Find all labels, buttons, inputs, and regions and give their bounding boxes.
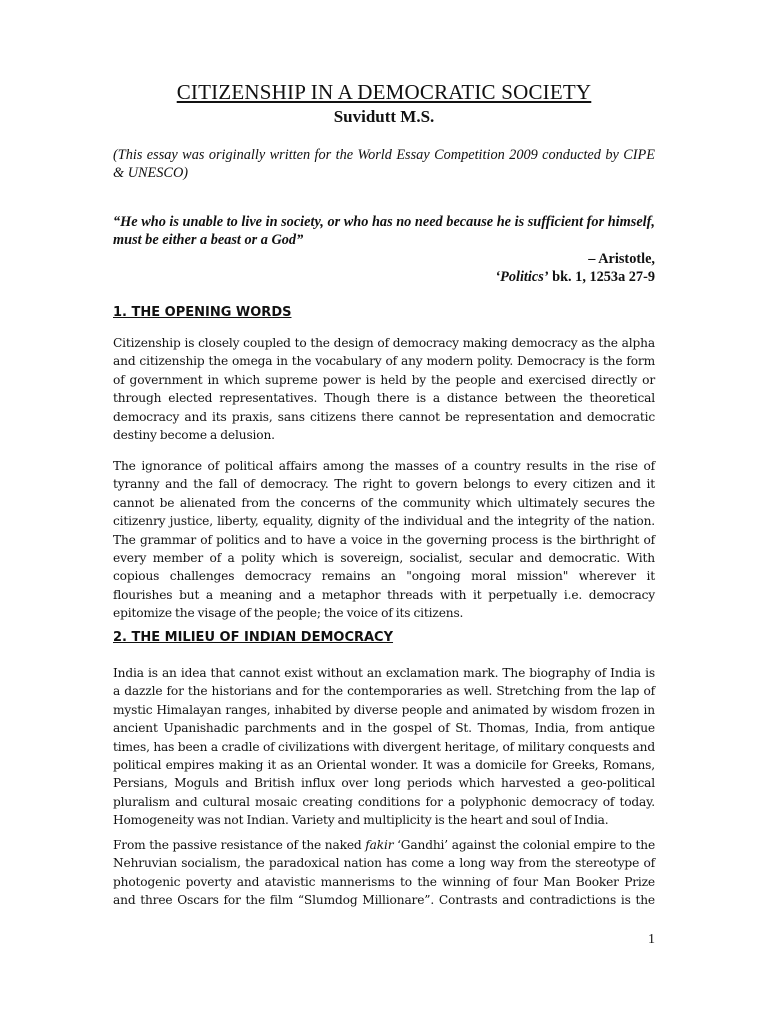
paragraph-line: cannot be alienated from the concerns of the community which ultimately secures the bbox=[113, 495, 655, 510]
paragraph-line: Citizenship is closely coupled to the design of democracy making democracy as the alpha bbox=[113, 336, 655, 350]
paragraph-line: destiny become a delusion. bbox=[113, 428, 275, 443]
paragraph-line: citizenry justice, liberty, equality, dignity of the individual and the integrity of the nation. bbox=[113, 514, 655, 529]
paragraph-line: through elected representatives. Though there is a distance between the theoretical bbox=[113, 391, 655, 406]
paragraph-line: political empires making it as an Oriental wonder. It was a domicile for Greeks, Romans, bbox=[113, 758, 655, 773]
paragraph-line: The grammar of politics and to have a voice in the governing process is the birthright of bbox=[113, 532, 655, 547]
paragraph-line: Nehruvian socialism, the paradoxical nation has come a long way from the stereotype of bbox=[113, 856, 655, 871]
paragraph-line: a dazzle for the historians and for the contemporaries as well. Stretching from the lap of bbox=[113, 684, 655, 699]
paragraph-line: and three Oscars for the film “Slumdog Millionare”. Contrasts and contradictions is the bbox=[113, 893, 655, 908]
paragraph-line: times, has been a cradle of civilizations with divergent heritage, of military conquests and bbox=[113, 739, 655, 754]
paragraph-4 bbox=[113, 836, 655, 910]
paragraph-line: From the passive resistance of the naked fakir ‘Gandhi’ against the colonial empire to the bbox=[113, 838, 656, 852]
italic-word: fakir bbox=[365, 838, 394, 852]
paragraph-line: of government in which supreme power is held by the people and exercised directly or bbox=[113, 372, 655, 387]
paragraph-line: and citizenship the omega in the vocabulary of any modern polity. Democracy is the form bbox=[113, 354, 655, 369]
paragraph-line: flourishes but a meaning and a metaphor threads with it perpetually i.e. democracy bbox=[113, 587, 655, 602]
paragraph-3 bbox=[113, 664, 655, 830]
epigraph-quote: “He who is unable to live in society, or who has no need because he is sufficient for himself, must be either a beast or a God” bbox=[113, 214, 655, 248]
document-title: CITIZENSHIP IN A DEMOCRATIC SOCIETY bbox=[176, 80, 592, 104]
quote-source-title: ‘Politics’ bbox=[495, 269, 549, 285]
paragraph-line: Persians, Moguls and British influx over long periods which harvested a geo-political bbox=[113, 776, 655, 791]
paragraph-line: The ignorance of political affairs among the masses of a country results in the rise of bbox=[113, 459, 655, 473]
paragraph-line: tyranny and the fall of democracy. The right to govern belongs to every citizen and it bbox=[113, 477, 655, 492]
section-heading-2: 2. THE MILIEU OF INDIAN DEMOCRACY bbox=[113, 630, 394, 645]
paragraph-line: India is an idea that cannot exist without an exclamation mark. The biography of India is bbox=[113, 666, 655, 680]
paragraph-1 bbox=[113, 334, 655, 444]
paragraph-line: epitomize the visage of the people; the voice of its citizens. bbox=[113, 606, 464, 621]
paragraph-line: copious challenges democracy remains an "ongoing moral mission" wherever it bbox=[113, 569, 655, 584]
author-name: Suvidutt M.S. bbox=[333, 107, 435, 126]
quote-attribution: – Aristotle, bbox=[588, 251, 655, 267]
paragraph-line: Homogeneity was not Indian. Variety and multiplicity is the heart and soul of India. bbox=[113, 813, 609, 828]
section-heading-1: 1. THE OPENING WORDS bbox=[113, 305, 292, 320]
paragraph-2 bbox=[113, 457, 655, 623]
paragraph-line: mystic Himalayan ranges, inhabited by diverse people and animated by wisdom frozen in bbox=[113, 702, 655, 717]
paragraph-line: ancient Upanishadic parchments and in the gospel of St. Thomas, India, from antique bbox=[113, 721, 655, 736]
paragraph-line: pluralism and cultural mosaic creating conditions for a polyphonic democracy of today. bbox=[113, 794, 655, 809]
page-number: 1 bbox=[648, 932, 655, 947]
paragraph-line: photogenic poverty and atavistic mannerisms to the winning of four Man Booker Prize bbox=[113, 874, 655, 889]
paragraph-line: every member of a polity which is sovereign, socialist, secular and democratic. With bbox=[113, 551, 655, 566]
quote-source bbox=[495, 268, 655, 286]
quote-source-rest: bk. 1, 1253a 27-9 bbox=[548, 269, 655, 285]
essay-note: (This essay was originally written for the World Essay Competition 2009 conducted by CIPE & UNESCO) bbox=[113, 147, 655, 181]
paragraph-line: democracy and its praxis, sans citizens there cannot be representation and democratic bbox=[113, 409, 655, 424]
